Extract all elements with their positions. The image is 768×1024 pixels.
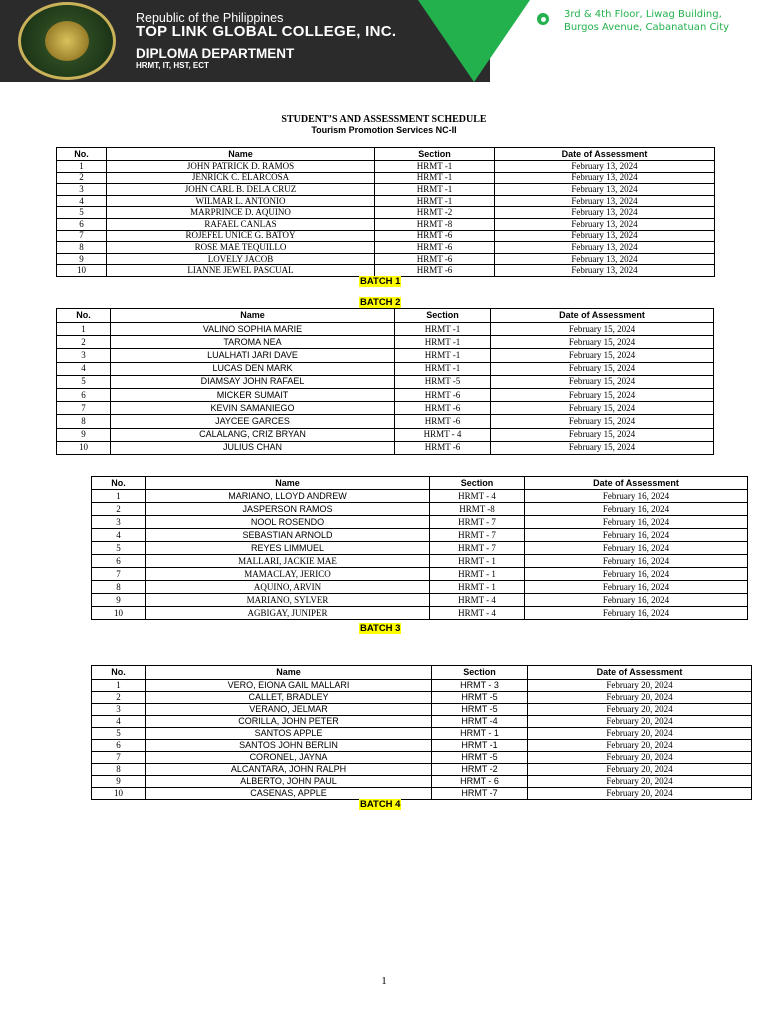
col-header-section: Section xyxy=(375,148,495,161)
table-row xyxy=(92,568,748,581)
cell-date: February 13, 2024 xyxy=(495,230,715,242)
table-row xyxy=(57,253,715,265)
table-row xyxy=(57,265,715,277)
header-banner xyxy=(0,0,768,82)
cell-no: 8 xyxy=(92,764,146,776)
cell-name: AGBIGAY, JUNIPER xyxy=(146,607,430,620)
cell-date: February 16, 2024 xyxy=(525,529,748,542)
cell-no: 4 xyxy=(57,362,111,375)
col-header-name: Name xyxy=(111,309,395,323)
cell-date: February 15, 2024 xyxy=(491,362,714,375)
batch-1-label: BATCH 1 xyxy=(360,276,401,287)
table-row xyxy=(92,788,752,800)
cell-no: 8 xyxy=(57,242,107,254)
cell-date: February 15, 2024 xyxy=(491,336,714,349)
cell-no: 7 xyxy=(92,568,146,581)
cell-date: February 20, 2024 xyxy=(528,776,752,788)
cell-section: HRMT -5 xyxy=(395,375,491,388)
cell-name: VERO, EIONA GAIL MALLARI xyxy=(146,680,432,692)
cell-section: HRMT - 1 xyxy=(430,581,525,594)
cell-no: 6 xyxy=(92,555,146,568)
cell-no: 5 xyxy=(57,375,111,388)
cell-name: LUALHATI JARI DAVE xyxy=(111,349,395,362)
cell-name: JAYCEE GARCES xyxy=(111,415,395,428)
cell-no: 3 xyxy=(57,349,111,362)
cell-section: HRMT - 4 xyxy=(430,594,525,607)
table-row xyxy=(57,218,715,230)
cell-section: HRMT - 1 xyxy=(432,728,528,740)
col-header-date: Date of Assessment xyxy=(495,148,715,161)
header-green-accent xyxy=(418,0,530,82)
cell-section: HRMT -5 xyxy=(432,752,528,764)
cell-section: HRMT -6 xyxy=(395,441,491,454)
cell-no: 3 xyxy=(92,704,146,716)
cell-date: February 13, 2024 xyxy=(495,207,715,219)
table-row xyxy=(57,161,715,173)
batch-2-label: BATCH 2 xyxy=(360,297,401,308)
col-header-date: Date of Assessment xyxy=(528,666,752,680)
cell-name: MARIANO, SYLVER xyxy=(146,594,430,607)
cell-date: February 20, 2024 xyxy=(528,740,752,752)
cell-name: KEVIN SAMANIEGO xyxy=(111,402,395,415)
table-row xyxy=(57,415,714,428)
table-row xyxy=(57,441,714,454)
cell-name: SANTOS APPLE xyxy=(146,728,432,740)
table-row xyxy=(92,581,748,594)
college-seal-logo xyxy=(18,2,116,80)
cell-section: HRMT -6 xyxy=(375,253,495,265)
cell-name: JULIUS CHAN xyxy=(111,441,395,454)
cell-no: 2 xyxy=(57,336,111,349)
cell-no: 10 xyxy=(57,265,107,277)
table-row xyxy=(92,542,748,555)
cell-date: February 13, 2024 xyxy=(495,172,715,184)
cell-no: 1 xyxy=(57,323,111,336)
cell-date: February 16, 2024 xyxy=(525,490,748,503)
batch-3-label: BATCH 3 xyxy=(360,623,401,634)
batch-4-table xyxy=(91,665,752,800)
cell-name: REYES LIMMUEL xyxy=(146,542,430,555)
cell-name: CORONEL, JAYNA xyxy=(146,752,432,764)
table-row xyxy=(57,323,714,336)
table-row xyxy=(92,555,748,568)
batch-1-table xyxy=(56,147,715,277)
cell-section: HRMT -6 xyxy=(375,242,495,254)
cell-date: February 20, 2024 xyxy=(528,680,752,692)
document-subtitle: Tourism Promotion Services NC-II xyxy=(311,125,457,135)
cell-date: February 15, 2024 xyxy=(491,349,714,362)
cell-name: MAMACLAY, JERICO xyxy=(146,568,430,581)
cell-date: February 20, 2024 xyxy=(528,692,752,704)
table-row xyxy=(57,402,714,415)
cell-date: February 16, 2024 xyxy=(525,516,748,529)
table-row xyxy=(92,728,752,740)
cell-section: HRMT -1 xyxy=(395,336,491,349)
cell-section: HRMT - 1 xyxy=(430,555,525,568)
cell-section: HRMT -1 xyxy=(375,184,495,196)
col-header-section: Section xyxy=(430,477,525,490)
cell-section: HRMT - 4 xyxy=(395,428,491,441)
cell-name: JENRICK C. ELARCOSA xyxy=(107,172,375,184)
cell-section: HRMT -6 xyxy=(395,402,491,415)
header-department: DIPLOMA DEPARTMENT xyxy=(136,46,295,61)
cell-no: 4 xyxy=(92,716,146,728)
cell-date: February 15, 2024 xyxy=(491,428,714,441)
cell-name: ALBERTO, JOHN PAUL xyxy=(146,776,432,788)
col-header-no: No. xyxy=(57,309,111,323)
cell-section: HRMT -1 xyxy=(375,195,495,207)
header-republic: Republic of the Philippines xyxy=(136,11,284,25)
cell-name: MARIANO, LLOYD ANDREW xyxy=(146,490,430,503)
cell-date: February 13, 2024 xyxy=(495,253,715,265)
cell-date: February 20, 2024 xyxy=(528,752,752,764)
cell-section: HRMT - 4 xyxy=(430,607,525,620)
cell-date: February 20, 2024 xyxy=(528,764,752,776)
cell-name: LIANNE JEWEL PASCUAL xyxy=(107,265,375,277)
cell-no: 7 xyxy=(92,752,146,764)
table-row xyxy=(92,607,748,620)
cell-date: February 13, 2024 xyxy=(495,265,715,277)
cell-section: HRMT -2 xyxy=(432,764,528,776)
cell-name: MALLARI, JACKIE MAE xyxy=(146,555,430,568)
table-row xyxy=(57,230,715,242)
cell-date: February 16, 2024 xyxy=(525,594,748,607)
cell-name: AQUINO, ARVIN xyxy=(146,581,430,594)
table-row xyxy=(57,207,715,219)
document-title: STUDENT’S AND ASSESSMENT SCHEDULE xyxy=(281,114,487,125)
table-row xyxy=(92,503,748,516)
cell-section: HRMT -6 xyxy=(375,265,495,277)
table-header-row xyxy=(92,666,752,680)
cell-no: 4 xyxy=(57,195,107,207)
cell-no: 3 xyxy=(92,516,146,529)
table-row xyxy=(57,428,714,441)
cell-no: 4 xyxy=(92,529,146,542)
cell-section: HRMT - 4 xyxy=(430,490,525,503)
cell-section: HRMT - 7 xyxy=(430,529,525,542)
table-row xyxy=(57,242,715,254)
cell-date: February 20, 2024 xyxy=(528,704,752,716)
cell-name: CORILLA, JOHN PETER xyxy=(146,716,432,728)
table-row xyxy=(57,362,714,375)
batch-4-label: BATCH 4 xyxy=(360,799,401,810)
cell-no: 5 xyxy=(92,728,146,740)
cell-no: 8 xyxy=(57,415,111,428)
cell-section: HRMT -5 xyxy=(432,704,528,716)
cell-section: HRMT -6 xyxy=(375,230,495,242)
cell-section: HRMT -5 xyxy=(432,692,528,704)
cell-date: February 20, 2024 xyxy=(528,728,752,740)
cell-section: HRMT - 3 xyxy=(432,680,528,692)
table-row xyxy=(92,692,752,704)
cell-name: VALINO SOPHIA MARIE xyxy=(111,323,395,336)
table-row xyxy=(92,704,752,716)
cell-name: JOHN CARL B. DELA CRUZ xyxy=(107,184,375,196)
cell-date: February 15, 2024 xyxy=(491,441,714,454)
table-row xyxy=(92,594,748,607)
cell-name: CALALANG, CRIZ BRYAN xyxy=(111,428,395,441)
cell-section: HRMT -6 xyxy=(395,415,491,428)
cell-name: SANTOS JOHN BERLIN xyxy=(146,740,432,752)
cell-section: HRMT -1 xyxy=(375,161,495,173)
cell-date: February 13, 2024 xyxy=(495,242,715,254)
cell-section: HRMT -2 xyxy=(375,207,495,219)
table-row xyxy=(57,195,715,207)
col-header-no: No. xyxy=(57,148,107,161)
cell-date: February 15, 2024 xyxy=(491,375,714,388)
cell-no: 2 xyxy=(92,503,146,516)
seal-emblem-icon xyxy=(45,21,89,61)
table-row xyxy=(57,388,714,401)
col-header-name: Name xyxy=(146,666,432,680)
cell-section: HRMT - 1 xyxy=(430,568,525,581)
col-header-name: Name xyxy=(107,148,375,161)
cell-section: HRMT -8 xyxy=(430,503,525,516)
table-row xyxy=(92,752,752,764)
table-row xyxy=(57,349,714,362)
cell-name: JOHN PATRICK D. RAMOS xyxy=(107,161,375,173)
cell-no: 3 xyxy=(57,184,107,196)
col-header-no: No. xyxy=(92,666,146,680)
table-header-row xyxy=(92,477,748,490)
cell-date: February 15, 2024 xyxy=(491,388,714,401)
cell-name: LOVELY JACOB xyxy=(107,253,375,265)
cell-section: HRMT -8 xyxy=(375,218,495,230)
cell-name: RAFAEL CANLAS xyxy=(107,218,375,230)
cell-section: HRMT -1 xyxy=(432,740,528,752)
table-row xyxy=(57,172,715,184)
cell-no: 9 xyxy=(92,776,146,788)
cell-name: NOOL ROSENDO xyxy=(146,516,430,529)
cell-section: HRMT -1 xyxy=(395,362,491,375)
batch-3-table xyxy=(91,476,748,620)
cell-section: HRMT -7 xyxy=(432,788,528,800)
cell-date: February 16, 2024 xyxy=(525,568,748,581)
page-number: 1 xyxy=(381,975,387,987)
table-row xyxy=(92,716,752,728)
cell-no: 7 xyxy=(57,230,107,242)
table-row xyxy=(92,490,748,503)
location-pin-icon xyxy=(537,13,549,25)
table-row xyxy=(57,184,715,196)
cell-name: ROJEFEL UNICE G. BATOY xyxy=(107,230,375,242)
cell-no: 2 xyxy=(57,172,107,184)
table-header-row xyxy=(57,148,715,161)
cell-section: HRMT - 6 xyxy=(432,776,528,788)
table-row xyxy=(92,680,752,692)
cell-name: DIAMSAY JOHN RAFAEL xyxy=(111,375,395,388)
cell-name: VERANO, JELMAR xyxy=(146,704,432,716)
col-header-no: No. xyxy=(92,477,146,490)
cell-no: 10 xyxy=(92,788,146,800)
cell-name: LUCAS DEN MARK xyxy=(111,362,395,375)
cell-section: HRMT -6 xyxy=(395,388,491,401)
cell-date: February 16, 2024 xyxy=(525,542,748,555)
cell-name: SEBASTIAN ARNOLD xyxy=(146,529,430,542)
cell-date: February 16, 2024 xyxy=(525,503,748,516)
cell-name: ALCANTARA, JOHN RALPH xyxy=(146,764,432,776)
cell-name: JASPERSON RAMOS xyxy=(146,503,430,516)
cell-date: February 13, 2024 xyxy=(495,195,715,207)
table-row xyxy=(92,740,752,752)
cell-no: 5 xyxy=(92,542,146,555)
cell-no: 10 xyxy=(92,607,146,620)
col-header-section: Section xyxy=(395,309,491,323)
batch-2-table xyxy=(56,308,714,455)
table-row xyxy=(57,375,714,388)
cell-no: 2 xyxy=(92,692,146,704)
cell-date: February 15, 2024 xyxy=(491,402,714,415)
col-header-name: Name xyxy=(146,477,430,490)
cell-date: February 13, 2024 xyxy=(495,184,715,196)
table-row xyxy=(92,764,752,776)
cell-date: February 15, 2024 xyxy=(491,323,714,336)
cell-no: 1 xyxy=(92,680,146,692)
cell-name: MICKER SUMAIT xyxy=(111,388,395,401)
cell-no: 6 xyxy=(57,218,107,230)
cell-date: February 15, 2024 xyxy=(491,415,714,428)
cell-section: HRMT -1 xyxy=(375,172,495,184)
cell-section: HRMT -4 xyxy=(432,716,528,728)
cell-name: ROSE MAE TEQUILLO xyxy=(107,242,375,254)
cell-no: 9 xyxy=(57,428,111,441)
cell-name: WILMAR L. ANTONIO xyxy=(107,195,375,207)
cell-no: 5 xyxy=(57,207,107,219)
table-row xyxy=(92,516,748,529)
header-college-name: TOP LINK GLOBAL COLLEGE, INC. xyxy=(136,23,397,40)
cell-name: CALLET, BRADLEY xyxy=(146,692,432,704)
col-header-date: Date of Assessment xyxy=(491,309,714,323)
cell-no: 9 xyxy=(92,594,146,607)
cell-date: February 20, 2024 xyxy=(528,788,752,800)
cell-no: 6 xyxy=(92,740,146,752)
cell-date: February 13, 2024 xyxy=(495,218,715,230)
cell-no: 1 xyxy=(57,161,107,173)
header-programs: HRMT, IT, HST, ECT xyxy=(136,61,209,70)
cell-no: 10 xyxy=(57,441,111,454)
cell-section: HRMT -1 xyxy=(395,349,491,362)
cell-no: 9 xyxy=(57,253,107,265)
header-address-line2: Burgos Avenue, Cabanatuan City xyxy=(564,22,730,33)
col-header-date: Date of Assessment xyxy=(525,477,748,490)
cell-section: HRMT - 7 xyxy=(430,516,525,529)
cell-date: February 13, 2024 xyxy=(495,161,715,173)
table-row xyxy=(57,336,714,349)
cell-no: 6 xyxy=(57,388,111,401)
cell-date: February 16, 2024 xyxy=(525,607,748,620)
table-row xyxy=(92,529,748,542)
cell-name: TAROMA NEA xyxy=(111,336,395,349)
table-header-row xyxy=(57,309,714,323)
cell-date: February 16, 2024 xyxy=(525,555,748,568)
table-row xyxy=(92,776,752,788)
cell-name: MARPRINCE D. AQUINO xyxy=(107,207,375,219)
cell-section: HRMT - 7 xyxy=(430,542,525,555)
cell-no: 8 xyxy=(92,581,146,594)
cell-name: CASENAS, APPLE xyxy=(146,788,432,800)
cell-no: 7 xyxy=(57,402,111,415)
col-header-section: Section xyxy=(432,666,528,680)
cell-section: HRMT -1 xyxy=(395,323,491,336)
cell-date: February 20, 2024 xyxy=(528,716,752,728)
header-address-line1: 3rd & 4th Floor, Liwag Building, xyxy=(564,9,722,20)
cell-no: 1 xyxy=(92,490,146,503)
cell-date: February 16, 2024 xyxy=(525,581,748,594)
